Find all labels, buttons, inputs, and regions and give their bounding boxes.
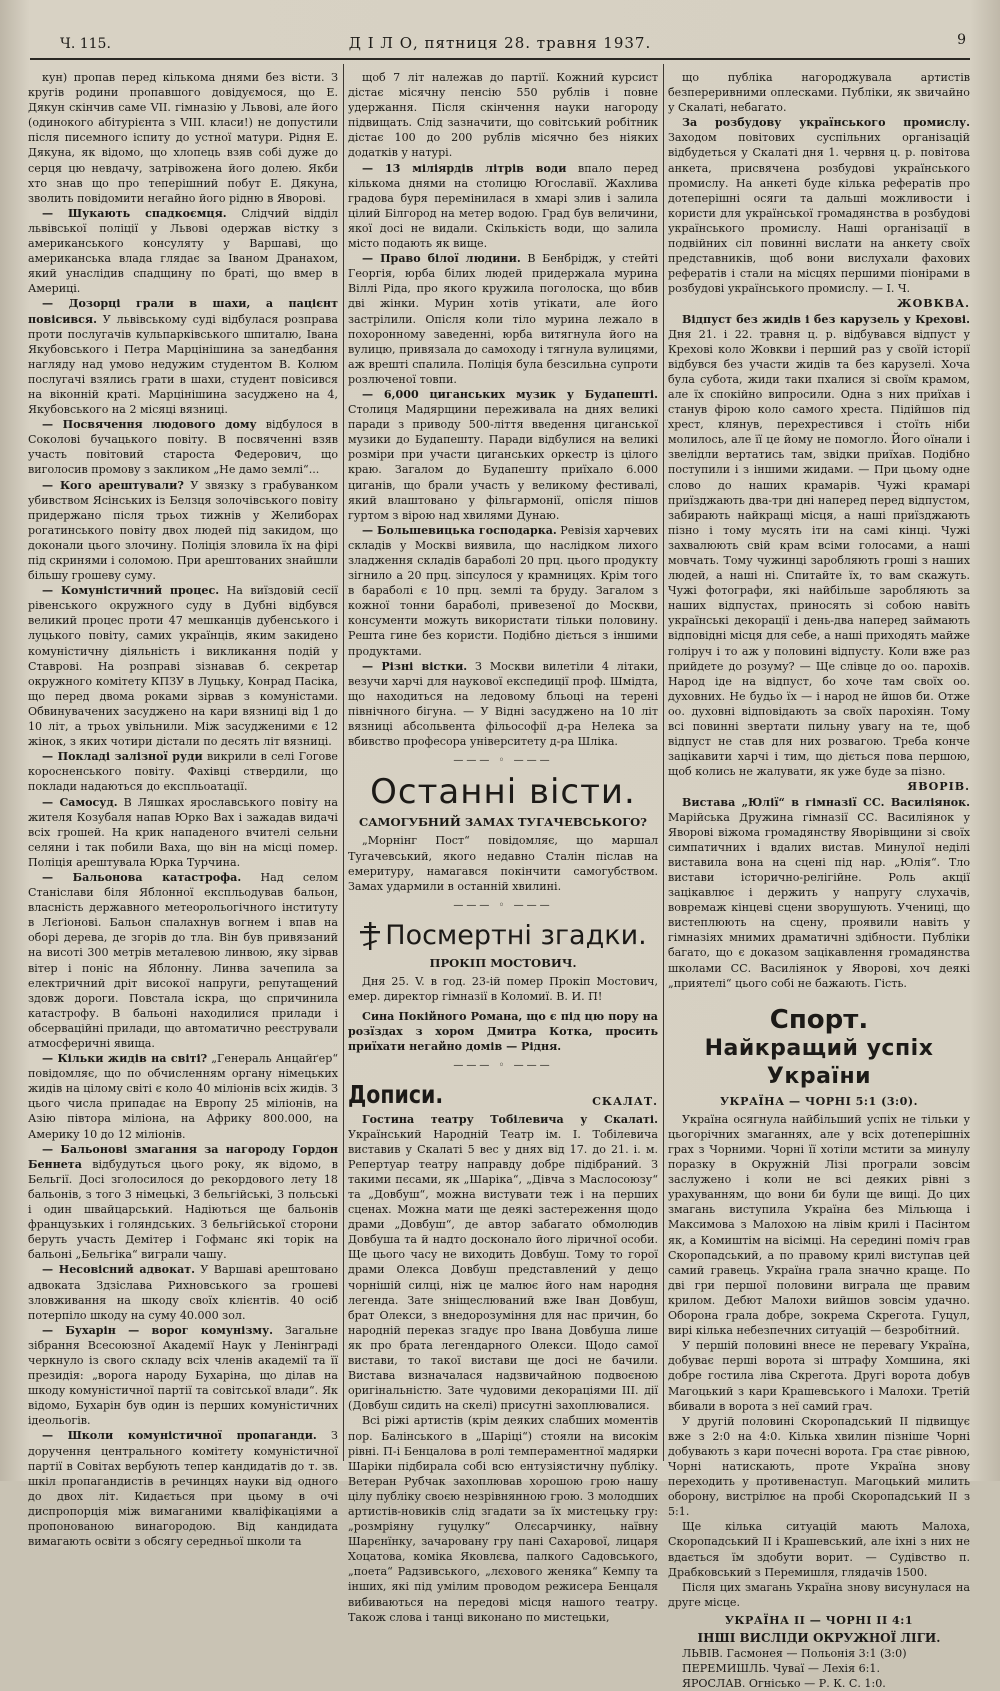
reports-place: СКАЛАТ.: [592, 1095, 658, 1109]
news-item: — Різні вістки. З Москви вилетіли 4 літаки, везучи харчі для наукової експедиції проф. Шмідта, що находиться на ледовому бльоці на терені північного бігуна. — У Відні засуджено на 10 літ вязниці абсольвента фільософії д-ра Нелека за вбивство професора університету д-ра Шліка.: [348, 659, 658, 749]
issue-number: Ч. 115.: [60, 36, 111, 52]
obituary-heading: Посмертні згадки.: [348, 919, 658, 953]
news-item: кун) пропав перед кількома днями без вісти. З кругів родини пропавшого довідуємося, що Е. Дякун скінчив саме VII. гімназію у Львові, але його (одинокого абітурієнта з VIII. класи!) не допустили після писемного іспиту до устної матури. Рідня Е. Дякуна, як відомо, що хлопець взяв собі дуже до серця цю невдачу, затрівожена його долею. Якби хто знав що про теперішний побут Е. Дякуна, зволить повідомити негайно його рідню в Яворові.: [28, 71, 338, 205]
report-item: За розбудову українського промислу. Заходом повітових суспільних організацій відбудеться у Скалаті дня 1. червня ц. р. повітова анкета, присвячена розбудові українського промислу. На анкеті буде кілька рефератів про дотеперішні осяги та дальші можливости і користи для української громадянства в розбудові українського промислу. Наші організації в подвійних сіл повинні вислати на анкету своїх представників, щоб вони вислухали фахових рефератів і стали на місцях першими піонірами в розбудові українського промислу. — І. Ч.: [668, 116, 970, 296]
ornament-divider: ——— ◦ ———: [453, 899, 553, 911]
league-result: ПЕРЕМИШЛЬ. Чуваї — Лехія 6:1.: [682, 1662, 881, 1676]
news-item: — Кільки жидів на світі? „Генераль Анцайґер“ повідомляє, що по обчисленням органу німецьких жидів на цілому світі є коло 40 міліонів всіх жидів. З цього числа припадає на Европу 25 міліонів, на Азію півтора міліона, на Африку 800.000, на Америку 10 до 12 міліонів.: [28, 1052, 338, 1141]
news-item: — Бухарін — ворог комунізму. Загальне зібрання Всесоюзної Академії Наук у Ленінграді черкнуло із свого складу всіх членів академії та її президія: „ворога народу Бухаріна, що ділав на шкоду комуністичної партії та совітської влади“. Як відомо, Бухарін був один із перших комуністичних ідеольогів.: [28, 1323, 338, 1428]
news-item: — Покладі залізної руди викрили в селі Гогове коросненського повіту. Фахівці ствердили, що поклади надаються до експльоатації.: [28, 750, 338, 794]
ornament-divider: ——— ◦ ———: [453, 1060, 553, 1072]
news-item: — 6,000 циганських музик у Будапешті. Столиця Мадярщини переживала на днях великі паради з приводу 500-ліття введення циганської музики до Будапешту. Паради відбулися на великі розміри при участи циганських оркестр із цілого краю. Загалом до Будапешту приїхало 6.000 циганів, що брали участь у великому фестивалі, який влаштовано у фільгармонії, опісля пішов гуртом з вірою над хвилями Дунаю.: [348, 387, 658, 522]
latest-news-subheading: САМОГУБНИЙ ЗАМАХ ТУГАЧЕВСЬКОГО?: [359, 815, 647, 830]
sport-paragraph: У першій половині внесе не перевагу Україна, добуває перші ворота зі штрафу Хомшина, які добре гостила ліва Скрегота. Другі ворота добув Магоцький з кари Крашевського і Малохи. Третій вбивали в ворота з неї самий грач.: [668, 1339, 970, 1413]
match-score-reserve: УКРАЇНА II — ЧОРНІ II 4:1: [724, 1613, 914, 1627]
match-score: УКРАЇНА — ЧОРНІ 5:1 (3:0).: [720, 1094, 918, 1108]
news-item: — Посвячення людового дому відбулося в Соколові бучацького повіту. В посвяченні взяв участь повітовий староста Федерович, що виголосив промову з закликом „Не дамо землі“...: [28, 418, 338, 477]
column-rule: [663, 64, 664, 1461]
latest-news-text: „Морнінг Пост“ повідомляє, що маршал Тугачевський, якого недавно Сталін післав на емеритуру, намагався покінчити самогубством. Замах удармили в останній хвилині.: [348, 834, 658, 893]
news-item: — Самосуд. В Ляшках ярославського повіту на жителя Козубаля напав Юрко Вах і зажадав видачі всіх грошей. На крик нападеного вчителі сельни селяни і так побили Ваха, що він на місці помер. Поліція арештувала Юрка Турчина.: [28, 795, 338, 869]
obituary-text: Дня 25. V. в год. 23-ій помер Прокіп Мостович, емер. директор гімназії в Коломиї. В. И. П!: [348, 974, 658, 1004]
news-item: — Кого арештували? У звязку з грабуванком убивством Ясінських із Белзця золочівського повіту придержано після трьох тижнів у Желиборах рогатинського повіту двох людей під закидом, що доконали цього злочину. Поліція зловила їх на фірі під скринями і соломою. При арештованих знайшли більшу грошеву суму.: [28, 478, 339, 583]
report-item: що публіка нагороджувала артистів безпереривними оплесками. Публіки, як звичайно у Скалаті, небагато.: [668, 71, 970, 115]
column-1: [28, 70, 339, 1549]
page-header: [30, 28, 970, 60]
sport-paragraph: Україна осягнула найбільший успіх не тільки у цьогорічних змаганнях, але у всіх дотеперішніх грах з Чорними. Чорні її хотіли мстити за минулу поразку в Окружній Лізі програли зовсім заслужено і коли не всі деяких рівні з урахуванням, що вони би були ще вищі. До цих змагань виступила Україна без Мільюща і Максимова з Малохою на лівім крилі і Пасінтом як, а Комиштім на вісімці. На середині поміч грав Скоропадський, а по правому крилі виступав цей самий гравець. Україна грала значно краще. По дві гри першої половини виграла ще правим крилом. Дебют Малохи вийшов зовсім удачно. Оборона грала добре, зокрема Скрегота. Гуцул, вирі кілька небезпечних ситуацій — безробітний.: [668, 1112, 970, 1338]
sport-paragraph: У другій половині Скоропадський II підвищує вже з 2:0 на 4:0. Кілька хвилин пізніше Чорні добувають з кари почесні ворота. Гра стає рівною, Чорні натискають, проте Україна знову переходить у противенаступ. Магоцький милить оборону, вистрілює на пробі Скоропадський II з 5:1.: [668, 1414, 970, 1519]
news-item: щоб 7 літ належав до партії. Кожний курсист дістає місячну пенсію 550 рублів і повне удержання. Після скінчення науки нагороду підвищать. Слід зазначити, що совітський робітник дістає 100 до 200 рублів місячно без ніяких додатків у натурі.: [348, 71, 658, 160]
news-item: — Несовісний адвокат. У Варшаві арештовано адвоката Здзіслава Рихновського за грошеві зловживання на шкоду своїх клієнтів. 40 осіб потерпіло шкоду на суму 40.000 зол.: [28, 1263, 338, 1322]
column-rule: [343, 64, 344, 1461]
report-item: Гостина театру Тобілевича у Скалаті. Український Народній Театр ім. І. Тобілевича виставив у Скалаті 5 вес у днях від 17. до 21. і. м. Репертуар театру направду добре підібраний. З такими пєсами, як „Шаріка“, „Дівча з Маслосоюзу“ та „Довбуш“, можна вистувати теж і на перших сценах. Можна мати ще деякі застереження щодо драми „Довбуш“, де автор забагато обмолюдив Довбуша та й надто досконало його ліричної особи. Ще цього часу не виходить Довбуш. Тому то горої драми Олекса Довбуш представлений у дещо чорнішій силці, ніж це малює його нам народня легенда. Зате зніщеслюваний вже Іван Довбуш, брат Олекси, з внедорозуміння для нас причин, бо народній переказ згадує про Івана Довбуша лише як про брата легендарного Олекси. Щодо самої вистави, то такої вистави ще досі не бачили. Вистава визначалася надзвичайною подвоєною оригінальністю. Зате чудовими декораціями ІІІ. дії (Довбуш сидить на скелі) присутні захоплювалися.: [348, 1112, 658, 1413]
masthead-date: Д І Л О, пятниця 28. травня 1937.: [348, 34, 652, 52]
orthodox-cross-icon: [359, 921, 381, 951]
news-item: — 13 міліярдів літрів води впало перед кількома днями на столицю Югославії. Жахлива градова буря перемінилася в хмарі злив і залила цілий Білгород на метер водою. Град був величини, якої досі не видали. Скількість води, що залила місто подають як вище.: [348, 161, 658, 251]
news-item: — Бальонова катастрофа. Над селом Станіслави біля Яблонної експльодував бальон, власність державного метеорольогічного інституту в Лєґіонові. Бальон спалахнув вогнем і впав на оборі дерева, де згорів до тла. Він був привязаний на висоті 300 метрів металевою линвою, яку зірвав вітер і поніс на Яблонну. Линва зачепила за електричний дріт високої напруги, репутащений здовж дороги. Повстала іскра, що спричинила катастрофу. В бальоні находилися прилади і обсерваційні прилади, що автоматично реєстрували атмосферичні явища.: [28, 870, 338, 1050]
news-item: — Большевицька господарка. Ревізія харчевих складів у Москві виявила, що наслідком лихого зладження складів бараболі 20 прц. цього продукту зігнило а 20 прц. зіпсулося у крамницях. Крім того в бараболі є 10 прц. землі та бруду. Загалом з кожної тонни бараболі, привезеної до Москви, консументи можуть використати тільки половину. Решта гине без користи. Подібно діється з іншими продуктами.: [348, 523, 659, 658]
league-result: ЛЬВІВ. Гасмонея — Польонія 3:1 (3:0): [682, 1647, 907, 1661]
report-item: Відпуст без жидів і без карузель у Крехові. Дня 21. і 22. травня ц. р. відбувався відпуст у Крехові коло Жовкви і перший раз у своїй історії відбувся без участи жидів та без карузелі. Хоча була субота, жиди таки пхалися зі своїм крамом, але їх спокійно випросили. Одна з них приїхав і станув фірою коло самого хреста. Підійшов під хрест, клянув, перехрестився і стоїть ніби молилось, але її це йому не помогло. Його оїнали і звелідли вертатись там, звідки приїхав. Подібно поступили і з іншими жидами. — При цьому одне слово до наших крамарів. Чужі крамарі приїзджають два-три дні наперед перед відпустом, забирають найкращі місця, а наші приїзджають пізно і тому мусять іти на самі кінці. Чужі захвалюють свій крам всіми голосами, а наші мовчать. Тому чужинці заробляють гроші з наших людей, а наші ні. Спитайте їх, то вам скажуть. Чужі фотографи, які найбільше заробляють за наших відпустах, приносять зі собою навіть українські декорації і день-два наперед займають відповідні місця для себе, а наші приходять майже голіруч і то аж у половині відпусту. Коли вже раз прийдете до розуму? — Ще слівце до оо. пароxів. Народ іде на відпуст, бо хоче там своїх оо. духовних. Не будьо їх — і народ не йшов би. Отже оо. духовні відповідають за своїх парохіян. Тому всі повинні звертати пильну увагу на те, щоб відпуст не став для них розвагою. Треба конче зацікавити харчі і тим, що діється пова першою, щоб колись не жалувати, як уже буде за пізно.: [668, 312, 970, 779]
latest-news-heading: Останні вісти.: [370, 772, 636, 813]
news-item: — Право білої людини. В Бенбрідж, у стейті Георгія, юрба білих людей придержала мурина Віллі Ріда, про якого кружила поголоска, що вбив дві жінки. Мурин хотів утікати, але його застрілили. Опісля коли тіло мурина лежало в похоронному заведенні, юрба витягнула його на вулицю, привязала до самоходу і тягнула вулицями, аж врешті спалила. Поліція була безсильна супроти розлюченої товпи.: [348, 252, 658, 386]
sport-subheading: Найкращий успіх України: [704, 1035, 934, 1089]
sport-heading: Спорт.: [769, 1004, 869, 1035]
reports-heading-row: [348, 1080, 658, 1112]
sport-paragraph: Після цих змагань Україна знову висунулася на друге місце.: [668, 1580, 970, 1609]
column-3: [668, 70, 970, 1691]
sport-paragraph: Ще кілька ситуацій мають Малоха, Скоропадський II і Крашевський, але іхні з них не вдається їм здобути ворит. — Судівство п. Драбковський з Перемишля, глядачів 1500.: [668, 1520, 970, 1579]
news-item: — Школи комуністичної пропаганди. З доручення центрального комітету комуністичної партії в Совітах вербують тепер кандидатів до т. зв. шкіл пропагандистів в речинцях науки від одного до двох літ. Кидається при цьому в очі диспропорція між вимаганими кваліфікаціями а пропонованою винагородою. Від кандидата вимагають освіти з обсягу середньої школи та: [28, 1429, 338, 1549]
news-item: — Комуністичний процес. На виїздовій сесії рівенського окружного суду в Дубні відбувся великий процес проти 47 мешканців дубенського і луцького повіту, самих українців, яким закидено комуністичну діяльність і викликання подій у Ставрові. На розправі зізнавав б. секретар окружного комітету КПЗУ в Луцьку, Конрад Пасіка, що перед двома роками зірвав з комуністами. Обвинувачених засуджено на кари вязниці від 1 до 10 літ, а трьох увільнили. Між засудженими є 12 жінок, з яких чотири дістали по десять літ вязниці.: [28, 584, 338, 749]
page-number: 9: [957, 32, 966, 48]
report-item: Всі ріжі артистів (крім деяких слабших моментів пор. Балінського в „Шаріці“) стояли на високім рівні. П-і Бенцалова в ролі темпераментної мадярки Шаріки підбирала собі всю ентузіястичну публіку. Ветеран Рубчак захоплював хорошою грою нашу цілу публіку своєю незрівнянною грою. З молодших артистів-новиків слід згадати за їх мистецьку гру: „розмріяну гуцулку“ Олєсарчинку, наївну Шарєнїнку, зачаровану гру пані Сахарової, лицаря Хоцатова, коміка Яковлєва, палкого Садовського, „поета“ Радзивського, „лєхового женяка“ Кемпу та інших, які під умілим проводом режисера Бенцаля вибиваються на передові місця нашого театру. Також слова і танці виконано по мистецьки,: [348, 1414, 658, 1624]
obituary-name: ПРОКІП МОСТОВИЧ.: [429, 955, 577, 970]
league-results-heading: ІНШІ ВИСЛІДИ ОКРУЖНОЇ ЛІГИ.: [697, 1631, 941, 1645]
obituary-notice: Сина Покійного Романа, що є під цю пору на розїздах з хором Дмитра Котка, просить приїхати негайно домів — Рідня.: [348, 1010, 658, 1054]
ornament-divider: ——— ◦ ———: [453, 755, 553, 767]
zhovkva-place: ЖОВКВА.: [897, 297, 970, 311]
league-result: ЯРОСЛАВ. Огнісько — Р. К. С. 1:0.: [682, 1677, 886, 1691]
news-item: — Дозорці грали в шахи, а пацієнт повісився. У львівському суді відбулася розправа проти послугачів кульпарківського шпиталю, Івана Якубовського і Петра Марцінішина за занедбання нагляду над умово недужим студентом В. Колюм послугачі взялись грати в шахи, студент повісився на віконній краті. Марцінішина засуджено на 4, Якубовського на 2 місяці вязниці.: [28, 297, 338, 417]
reports-heading: Дописи.: [348, 1079, 444, 1109]
yavoriv-place: ЯВОРІВ.: [907, 780, 970, 794]
news-item: — Бальонові змагання за нагороду Гордон Беннета відбудуться цього року, як відомо, в Бельгії. Досі зголосилося до рекордового лету 18 бальонів, з того 3 німецькі, 3 бельгійські, 3 польські і один швайцарський. Надіються ще бальонів французьких і голяндських. З бельгійської сторони беруть участь Демітер і Гофманс які торік на бальоні „Бельгіка“ виграли чашу.: [28, 1142, 338, 1262]
report-item: Вистава „Юлії“ в гімназії СС. Василіянок. Марійська Дружина гімназії СС. Василіянок у Яворові віжома громадянству Яворівщини зі своїх симпатичних і вдалих вистав. Минулої неділі виставила вона на сцені під нар. „Юлія“. Тло вистави історично-релігійне. Роль акції зацікавлює і держить у напругу слухачів, вовремаж кінцеві сцени зворушують. Учениці, що вистеплюють на сцену, проявили навіть у гімназіях мнимих драматичні здібности. Публіки багато, що є доказом зацікавлення громадянства школами СС. Василіянок у Яворові, хоч деякі „приятелі“ цього собі не бажають. Гість.: [668, 795, 970, 990]
column-2: [348, 70, 659, 1624]
news-item: — Шукають спадкоємця. Слідчий відділ львівської поліції у Львові одержав вістку з американського консуляту у Варшаві, що американська влада глядає за Іваном Дранахом, який унаслідив спадщину по браті, що вмер в Америці.: [28, 206, 338, 296]
